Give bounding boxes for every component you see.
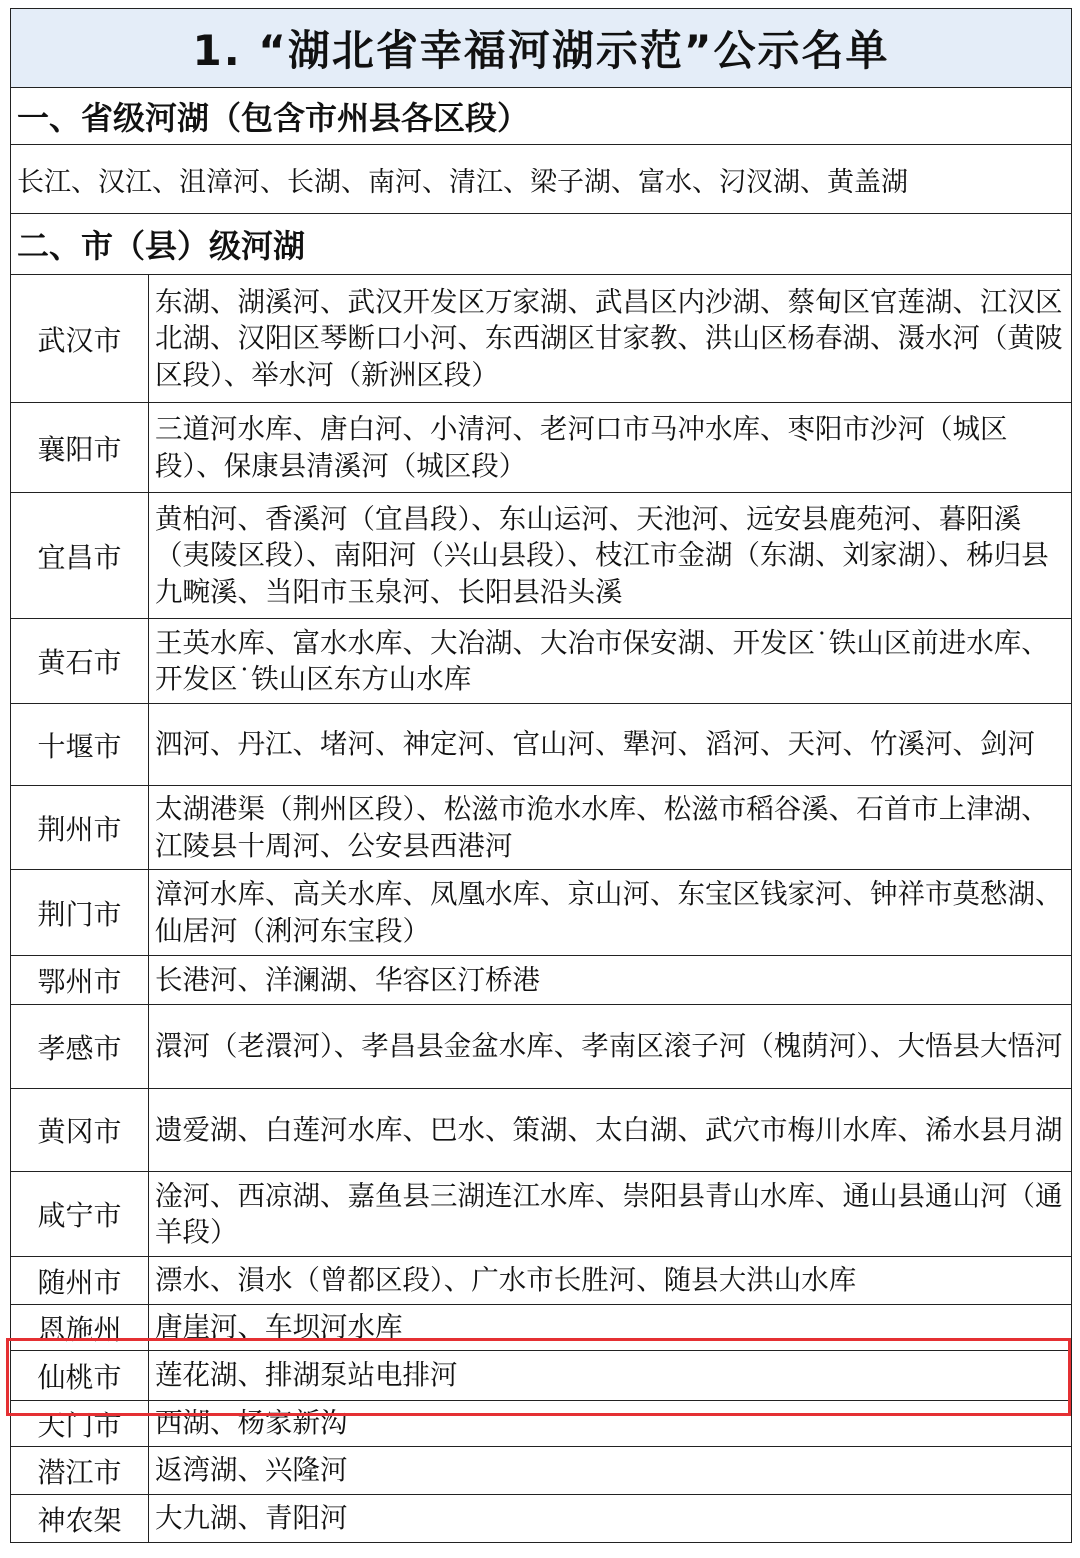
river-list: 三道河水库、唐白河、小清河、老河口市马冲水库、枣阳市沙河（城区段）、保康县清溪河（城区段） (149, 403, 1072, 493)
city-name: 荆门市 (11, 870, 149, 956)
city-name: 天门市 (11, 1401, 149, 1447)
river-list: 唐崖河、车坝河水库 (149, 1305, 1072, 1351)
river-list: 漂水、溳水（曾都区段）、广水市长胜河、随县大洪山水库 (149, 1257, 1072, 1305)
city-name: 孝感市 (11, 1005, 149, 1089)
city-name: 黄石市 (11, 619, 149, 704)
table-row (11, 1447, 1072, 1495)
table-row (11, 1495, 1072, 1543)
river-list: 太湖港渠（荆州区段）、松滋市洈水水库、松滋市稻谷溪、石首市上津湖、江陵县十周河、公安县西港河 (149, 786, 1072, 870)
city-name: 襄阳市 (11, 403, 149, 493)
table-row (11, 786, 1072, 870)
table-row (11, 1172, 1072, 1257)
table-row (11, 275, 1072, 403)
document-title: 1. “湖北省幸福河湖示范”公示名单 (11, 9, 1072, 88)
river-list: 西湖、杨家新沟 (149, 1401, 1072, 1447)
river-list: 黄柏河、香溪河（宜昌段）、东山运河、天池河、远安县鹿苑河、暮阳溪（夷陵区段）、南阳河（兴山县段）、枝江市金湖（东湖、刘家湖）、秭归县九畹溪、当阳市玉泉河、长阳县沿头溪 (149, 493, 1072, 619)
river-list: 莲花湖、排湖泵站电排河 (149, 1351, 1072, 1401)
city-name: 荆州市 (11, 786, 149, 870)
river-list: 长港河、洋澜湖、华容区汀桥港 (149, 956, 1072, 1005)
city-name: 随州市 (11, 1257, 149, 1305)
city-name: 武汉市 (11, 275, 149, 403)
table-row-highlighted (11, 1351, 1072, 1401)
river-list: 大九湖、青阳河 (149, 1495, 1072, 1543)
table-row (11, 403, 1072, 493)
river-list: 返湾湖、兴隆河 (149, 1447, 1072, 1495)
city-name: 宜昌市 (11, 493, 149, 619)
list-document (10, 8, 1071, 1543)
river-list: 澴河（老澴河）、孝昌县金盆水库、孝南区滚子河（槐荫河）、大悟县大悟河 (149, 1005, 1072, 1089)
city-name: 十堰市 (11, 704, 149, 786)
table-row (11, 619, 1072, 704)
table-row (11, 1305, 1072, 1351)
table-row (11, 870, 1072, 956)
table-row (11, 956, 1072, 1005)
section2-heading-row (11, 214, 1072, 275)
city-name: 潜江市 (11, 1447, 149, 1495)
city-name: 恩施州 (11, 1305, 149, 1351)
city-name: 仙桃市 (11, 1351, 149, 1401)
title-row (11, 9, 1072, 88)
river-list: 遗爱湖、白莲河水库、巴水、策湖、太白湖、武穴市梅川水库、浠水县月湖 (149, 1089, 1072, 1172)
table-row (11, 493, 1072, 619)
list-table (10, 8, 1072, 1543)
river-list: 漳河水库、高关水库、凤凰水库、京山河、东宝区钱家河、钟祥市莫愁湖、仙居河（浰河东宝段） (149, 870, 1072, 956)
section1-heading-row (11, 88, 1072, 145)
section2-heading: 二、市（县）级河湖 (11, 214, 1072, 275)
river-list: 泗河、丹江、堵河、神定河、官山河、犟河、滔河、天河、竹溪河、剑河 (149, 704, 1072, 786)
river-list: 淦河、西凉湖、嘉鱼县三湖连江水库、崇阳县青山水库、通山县通山河（通羊段） (149, 1172, 1072, 1257)
section1-rivers-row (11, 145, 1072, 214)
section1-heading: 一、省级河湖（包含市州县各区段） (11, 88, 1072, 145)
table-row (11, 1257, 1072, 1305)
table-row (11, 1401, 1072, 1447)
city-name: 神农架 (11, 1495, 149, 1543)
river-list: 王英水库、富水水库、大冶湖、大冶市保安湖、开发区˙铁山区前进水库、开发区˙铁山区东方山水库 (149, 619, 1072, 704)
city-name: 咸宁市 (11, 1172, 149, 1257)
table-row (11, 704, 1072, 786)
table-row (11, 1005, 1072, 1089)
provincial-rivers: 长江、汉江、沮漳河、长湖、南河、清江、梁子湖、富水、汈汊湖、黄盖湖 (11, 145, 1072, 214)
table-row (11, 1089, 1072, 1172)
city-name: 黄冈市 (11, 1089, 149, 1172)
city-name: 鄂州市 (11, 956, 149, 1005)
river-list: 东湖、湖溪河、武汉开发区万家湖、武昌区内沙湖、蔡甸区官莲湖、江汉区北湖、汉阳区琴断口小河、东西湖区甘家教、洪山区杨春湖、滠水河（黄陂区段）、举水河（新洲区段） (149, 275, 1072, 403)
